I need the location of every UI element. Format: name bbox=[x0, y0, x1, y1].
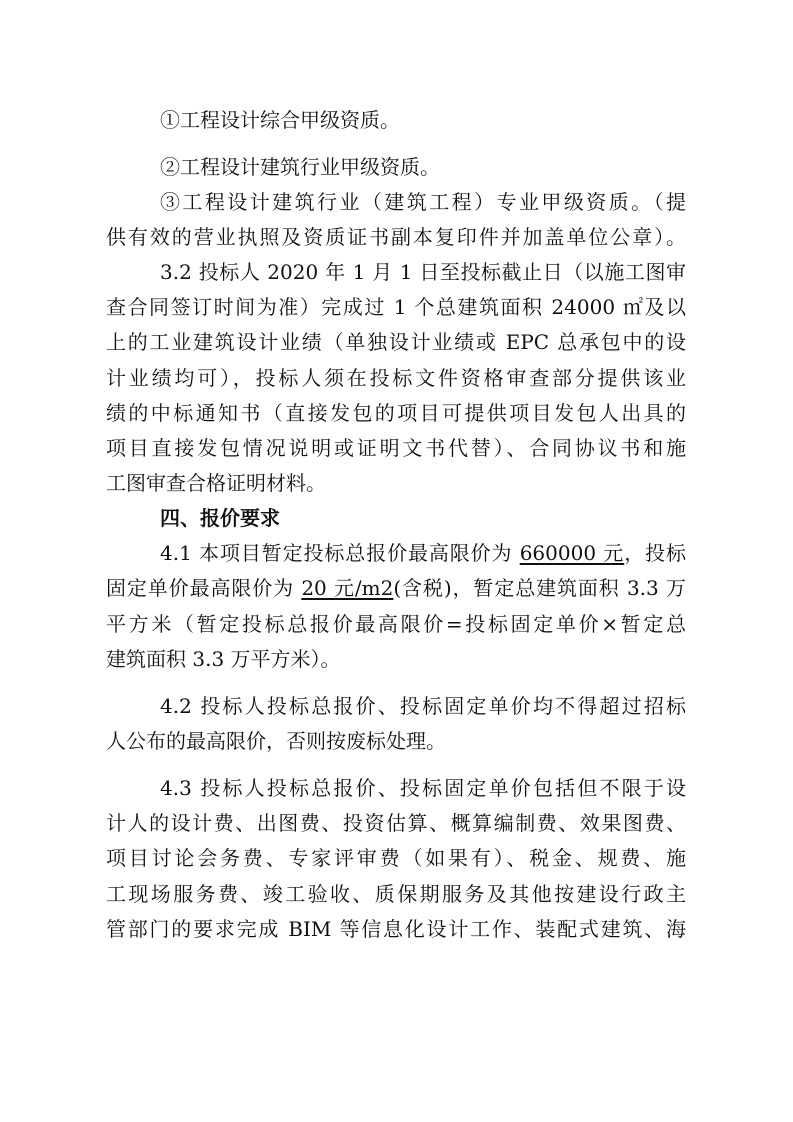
section-heading-quotation: 四、报价要求 bbox=[160, 506, 280, 530]
qualification-item-3-line-1: ③工程设计建筑行业（建筑工程）专业甲级资质。（提 bbox=[160, 190, 686, 214]
clause-4-2-line-1: 4.2 投标人投标总报价、投标固定单价均不得超过招标 bbox=[160, 694, 686, 718]
clause-4-1-text-e: (含税)，暂定总建筑面积 3.3 万 bbox=[393, 576, 686, 600]
clause-3-2-line-4: 计业绩均可），投标人须在投标文件资格审查部分提供该业 bbox=[106, 366, 686, 390]
qualification-item-2: ②工程设计建筑行业甲级资质。 bbox=[160, 155, 440, 179]
clause-4-1-text-d: 固定单价最高限价为 bbox=[106, 576, 302, 600]
clause-4-3-line-3: 项目讨论会务费、专家评审费（如果有）、税金、规费、施 bbox=[106, 846, 686, 870]
clause-3-2-line-2: 查合同签订时间为准）完成过 1 个总建筑面积 24000 ㎡及以 bbox=[106, 295, 686, 319]
qualification-item-1: ①工程设计综合甲级资质。 bbox=[160, 108, 400, 132]
clause-3-2-line-7: 工图审查合格证明材料。 bbox=[106, 471, 326, 495]
clause-4-1-line-4: 建筑面积 3.3 万平方米）。 bbox=[106, 647, 341, 671]
max-unit-price: 20 元/m2 bbox=[301, 576, 394, 600]
clause-4-3-line-5: 管部门的要求完成 BIM 等信息化设计工作、装配式建筑、海 bbox=[106, 917, 686, 941]
clause-3-2-line-3: 上的工业建筑设计业绩（单独设计业绩或 EPC 总承包中的设 bbox=[106, 330, 686, 354]
clause-4-1-line-2 bbox=[106, 574, 686, 602]
max-total-price: 660000 元 bbox=[519, 541, 625, 565]
clause-4-3-line-2: 计人的设计费、出图费、投资估算、概算编制费、效果图费、 bbox=[106, 811, 686, 835]
qualification-item-3-line-2: 供有效的营业执照及资质证书副本复印件并加盖单位公章）。 bbox=[106, 225, 686, 249]
clause-4-3-line-1: 4.3 投标人投标总报价、投标固定单价包括但不限于设 bbox=[160, 776, 686, 800]
clause-4-1-text-a: 4.1 本项目暂定投标总报价最高限价为 bbox=[160, 541, 520, 565]
clause-4-3-line-4: 工现场服务费、竣工验收、质保期服务及其他按建设行政主 bbox=[106, 882, 686, 906]
clause-3-2-line-5: 绩的中标通知书（直接发包的项目可提供项目发包人出具的 bbox=[106, 401, 686, 425]
clause-4-1-text-c: ，投标 bbox=[624, 541, 686, 565]
clause-3-2-line-6: 项目直接发包情况说明或证明文书代替）、合同协议书和施 bbox=[106, 436, 686, 460]
clause-4-2-line-2: 人公布的最高限价，否则按废标处理。 bbox=[106, 729, 446, 753]
clause-4-1-line-1 bbox=[160, 539, 686, 567]
clause-4-1-line-3: 平方米（暂定投标总报价最高限价=投标固定单价×暂定总 bbox=[106, 612, 686, 636]
clause-3-2-line-1: 3.2 投标人 2020 年 1 月 1 日至投标截止日（以施工图审 bbox=[160, 260, 686, 284]
